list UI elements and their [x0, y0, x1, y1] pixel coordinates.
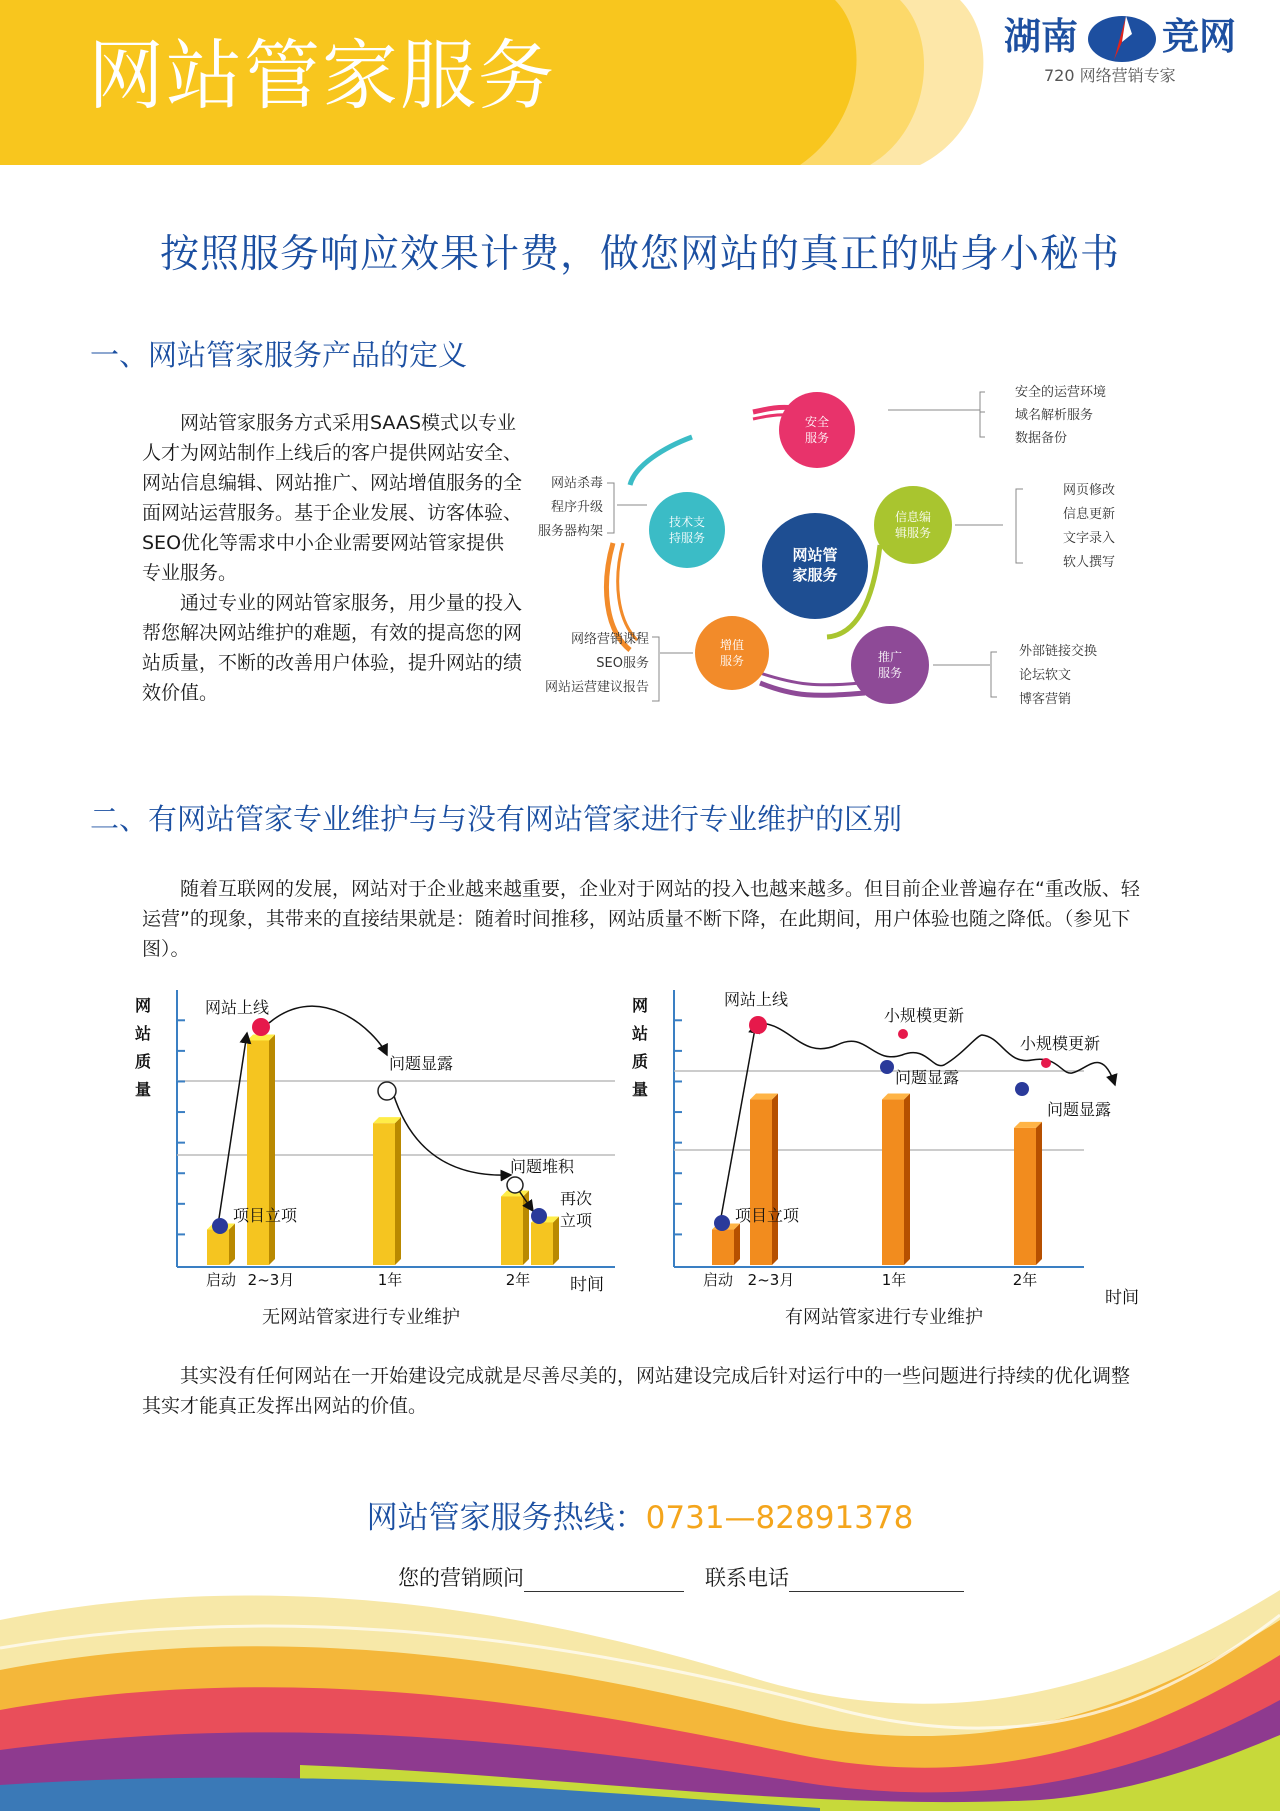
hotline-label: 网站管家服务热线：	[366, 1500, 646, 1536]
phone-blank	[789, 1569, 964, 1592]
node-label: 推广	[877, 650, 903, 664]
annotation: 问题堆积	[510, 1157, 575, 1176]
node-label: 辑服务	[894, 526, 932, 540]
x-tick-label: 2~3月	[247, 1271, 295, 1289]
point-update	[898, 1029, 908, 1039]
y-axis-label-char: 网	[135, 996, 152, 1015]
logo-word-right: 竞网	[1162, 14, 1236, 58]
node-item: 信息更新	[1063, 507, 1116, 522]
section2-conclusion-text: 其实没有任何网站在一开始建设完成就是尽善尽美的，网站建设完成后针对运行中的一些问题进行持续的优化调整其实才能真正发挥出网站的价值。	[142, 1365, 1131, 1417]
page-title: 网站管家服务	[88, 31, 556, 120]
x-tick-label: 2~3月	[747, 1271, 795, 1289]
node-item: 软人撰写	[1063, 555, 1116, 570]
annotation: 立项	[560, 1211, 593, 1230]
node-label: 信息编	[894, 510, 932, 524]
y-axis-label-char: 站	[632, 1024, 649, 1043]
x-tick-label: 2年	[505, 1271, 531, 1289]
point-update	[1041, 1058, 1051, 1068]
node-tech-support	[649, 492, 725, 568]
point-issue	[378, 1082, 396, 1100]
section2-intro-text: 随着互联网的发展，网站对于企业越来越重要，企业对于网站的投入也越来越多。但目前企业普遍存在“重改版、轻运营”的现象，其带来的直接结果就是：随着时间推移，网站质量不断下降，在此期间，用户体验也随之降低。（参见下图）。	[142, 878, 1140, 960]
logo-slogan: 720 网络营销专家	[1044, 66, 1176, 85]
node-item: 服务器构架	[537, 524, 603, 539]
center-label: 网站管	[792, 546, 838, 564]
node-item: 网站杀毒	[550, 476, 603, 491]
y-axis-label-char: 质	[135, 1052, 152, 1071]
node-content-editing	[874, 486, 952, 564]
annotation: 项目立项	[233, 1206, 298, 1225]
x-tick-label: 1年	[881, 1271, 907, 1289]
y-axis-label-char: 量	[135, 1080, 152, 1099]
advisor-label: 您的营销顾问	[398, 1566, 524, 1590]
advisor-field	[398, 1562, 684, 1592]
point-issue	[1015, 1082, 1029, 1096]
node-label: 增值	[719, 638, 745, 652]
node-item: 域名解析服务	[1015, 408, 1094, 423]
node-item: 网站运营建议报告	[544, 680, 649, 695]
annotation: 网站上线	[205, 998, 270, 1017]
node-item: 外部链接交换	[1019, 644, 1098, 659]
y-axis-label-char: 站	[135, 1024, 152, 1043]
service-diagram	[535, 375, 1125, 715]
node-label: 服务	[877, 666, 903, 680]
x-axis-label: 时间	[1105, 1288, 1139, 1308]
node-item: 网页修改	[1063, 483, 1116, 498]
bar	[501, 1190, 529, 1265]
bar	[531, 1216, 559, 1265]
section1-text	[142, 408, 522, 708]
logo-emblem-icon	[1086, 12, 1158, 64]
section2-conclusion	[142, 1361, 1142, 1421]
annotation: 项目立项	[735, 1206, 800, 1225]
node-item: 安全的运营环境	[1015, 385, 1107, 400]
annotation: 问题显露	[1047, 1100, 1112, 1119]
annotation: 问题显露	[389, 1054, 454, 1073]
point-launch	[749, 1016, 767, 1034]
y-axis-label	[135, 996, 151, 1099]
section1-paragraph: 网站管家服务方式采用SAAS模式以专业人才为网站制作上线后的客户提供网站安全、网站信息编辑、网站推广、网站增值服务的全面网站运营服务。基于企业发展、访客体验、SEO优化等需求中小企业需要网站管家提供专业服务。	[142, 412, 523, 584]
tagline: 按照服务响应效果计费，做您网站的真正的贴身小秘书	[159, 232, 1120, 277]
phone-field	[705, 1562, 964, 1592]
y-axis-label	[632, 996, 648, 1099]
ring-arc	[630, 437, 692, 485]
chart1-caption: 无网站管家进行专业维护	[262, 1307, 460, 1328]
bar	[247, 1034, 275, 1265]
annotation: 问题显露	[895, 1068, 960, 1087]
node-promotion	[851, 626, 929, 704]
company-logo	[1004, 10, 1244, 88]
hotline-number: 0731—82891378	[645, 1500, 914, 1536]
y-ticks	[177, 1020, 185, 1234]
point-project	[212, 1218, 228, 1234]
bar	[882, 1094, 910, 1265]
y-axis-label-char: 网	[632, 996, 649, 1015]
x-axis-label: 时间	[570, 1275, 604, 1295]
point-launch	[252, 1018, 270, 1036]
node-label: 服务	[804, 431, 830, 445]
node-label: 持服务	[668, 531, 706, 545]
chart-without-butler	[135, 985, 625, 1325]
node-label: 安全	[804, 415, 830, 429]
footer-waves	[0, 1560, 1280, 1811]
y-axis-label-char: 质	[632, 1052, 649, 1071]
section1-paragraph: 通过专业的网站管家服务，用少量的投入帮您解决网站维护的难题，有效的提高您的网站质量，不断的改善用户体验，提升网站的绩效价值。	[142, 592, 523, 704]
y-ticks	[674, 1020, 682, 1234]
node-value-added	[695, 616, 769, 690]
section2-title: 二、有网站管家专业维护与与没有网站管家进行专业维护的区别	[90, 802, 903, 836]
node-item: SEO服务	[596, 656, 649, 671]
point-restart	[531, 1208, 547, 1224]
node-item: 程序升级	[550, 500, 603, 515]
annotation: 小规模更新	[884, 1006, 965, 1025]
x-tick-label: 1年	[377, 1271, 403, 1289]
bar	[1014, 1122, 1042, 1265]
node-label: 服务	[719, 654, 745, 668]
node-label: 技术支	[668, 515, 706, 529]
y-axis-label-char: 量	[632, 1080, 649, 1099]
node-item: 文字录入	[1063, 531, 1116, 546]
x-tick-label: 启动	[205, 1271, 237, 1289]
section1-title: 一、网站管家服务产品的定义	[90, 338, 468, 372]
logo-word-left: 湖南	[1004, 14, 1078, 58]
bar	[750, 1094, 778, 1265]
node-item: 博客营销	[1019, 692, 1072, 707]
node-security	[779, 392, 855, 468]
hotline	[0, 1492, 1280, 1537]
annotation: 网站上线	[724, 990, 789, 1009]
chart2-caption: 有网站管家进行专业维护	[785, 1307, 983, 1328]
center-label: 家服务	[792, 566, 838, 584]
x-tick-label: 2年	[1012, 1271, 1038, 1289]
annotation: 再次	[560, 1189, 593, 1208]
bar	[373, 1117, 401, 1265]
node-item: 数据备份	[1015, 431, 1068, 446]
node-item: 论坛软文	[1019, 668, 1072, 683]
point-issue	[880, 1060, 894, 1074]
x-tick-label: 启动	[702, 1271, 734, 1289]
node-item: 网络营销课程	[570, 632, 649, 647]
chart-with-butler	[632, 985, 1152, 1325]
advisor-blank	[524, 1569, 684, 1592]
point-accumulate	[507, 1177, 523, 1193]
section2-intro	[142, 874, 1142, 964]
point-project	[714, 1215, 730, 1231]
annotation: 小规模更新	[1020, 1034, 1101, 1053]
phone-label: 联系电话	[705, 1566, 789, 1590]
